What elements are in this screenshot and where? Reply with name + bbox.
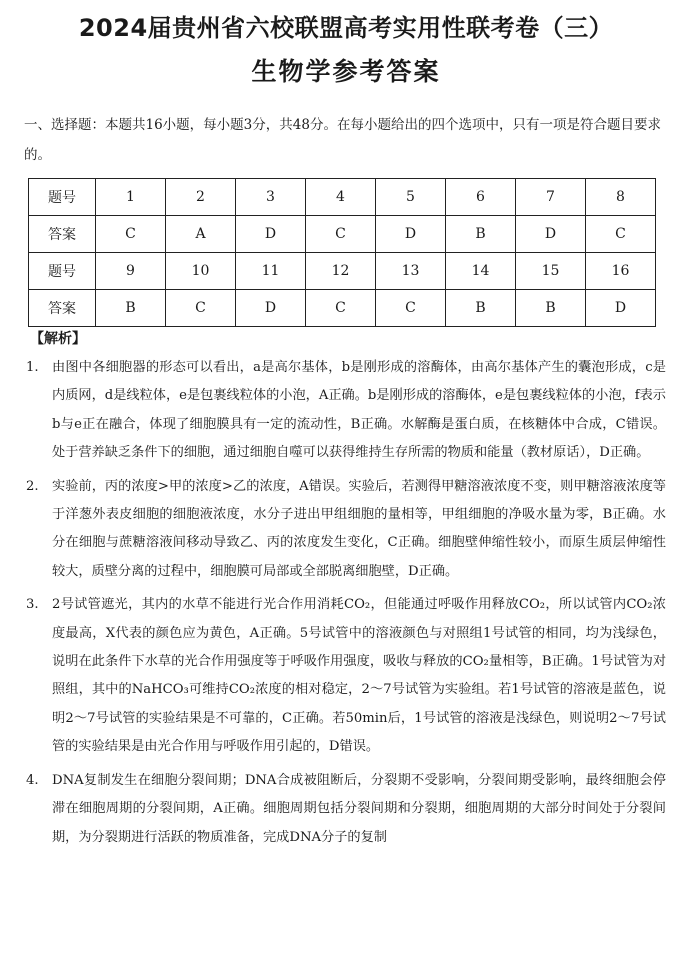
answer-cell: D: [376, 216, 446, 253]
item-text: 由图中各细胞器的形态可以看出，a是高尔基体，b是刚形成的溶酶体，由高尔基体产生的囊泡形成，c是内质网，d是线粒体，e是包裹线粒体的小泡，A正确。b是刚形成的溶酶体，e是包裹线粒体的小泡，f表示b与e正在融合，体现了细胞膜具有一定的流动性，B正确。水解酶是蛋白质，在核糖体中合成，C错误。处于营养缺乏条件下的细胞，通过细胞自噬可以获得维持生存所需的物质和能量（教材原话），D正确。: [52, 360, 666, 461]
analysis-item: [24, 354, 666, 468]
analysis-heading: 【解析】: [30, 331, 86, 347]
answer-cell: 16: [586, 253, 656, 290]
answer-table-row: [29, 216, 656, 253]
row-header-cell: 题号: [29, 179, 96, 216]
answer-cell: D: [236, 290, 306, 327]
answer-cell: 13: [376, 253, 446, 290]
answer-cell: C: [376, 290, 446, 327]
answer-cell: 8: [586, 179, 656, 216]
answer-cell: C: [96, 216, 166, 253]
answer-cell: 14: [446, 253, 516, 290]
answer-cell: 7: [516, 179, 586, 216]
item-number: 4.: [26, 772, 39, 788]
item-number: 3.: [26, 597, 39, 613]
answer-cell: 9: [96, 253, 166, 290]
answer-cell: C: [166, 290, 236, 327]
answer-cell: D: [516, 216, 586, 253]
answer-table-row: [29, 253, 656, 290]
row-header-cell: 题号: [29, 253, 96, 290]
answer-cell: 12: [306, 253, 376, 290]
item-number: 1.: [26, 360, 39, 375]
analysis-item: [24, 767, 666, 852]
analysis-item: [24, 591, 666, 761]
answer-cell: 10: [166, 253, 236, 290]
item-text: DNA复制发生在细胞分裂间期；DNA合成被阻断后，分裂期不受影响，分裂间期受影响，最终细胞会停滞在细胞周期的分裂间期，A正确。细胞周期包括分裂间期和分裂期，细胞周期的大部分时间处于分裂间期，为分裂期进行活跃的物质准备，完成DNA分子的复制: [52, 772, 666, 845]
answer-table: [28, 178, 656, 327]
answer-cell: 5: [376, 179, 446, 216]
item-number: 2.: [26, 478, 39, 494]
answer-cell: C: [586, 216, 656, 253]
exam-title: 2024届贵州省六校联盟高考实用性联考卷（三）: [78, 14, 614, 42]
answer-cell: 15: [516, 253, 586, 290]
answer-cell: C: [306, 290, 376, 327]
answer-cell: C: [306, 216, 376, 253]
answer-cell: D: [586, 290, 656, 327]
row-header-cell: 答案: [29, 290, 96, 327]
answer-table-row: [29, 290, 656, 327]
analysis-item: [24, 473, 666, 587]
answer-cell: 3: [236, 179, 306, 216]
answer-table-row: [29, 179, 656, 216]
row-header-cell: 答案: [29, 216, 96, 253]
answer-cell: 2: [166, 179, 236, 216]
answer-cell: 11: [236, 253, 306, 290]
answer-cell: B: [446, 216, 516, 253]
answer-cell: B: [516, 290, 586, 327]
answer-cell: D: [236, 216, 306, 253]
item-text: 实验前，丙的浓度>甲的浓度>乙的浓度，A错误。实验后，若测得甲糖溶液浓度不变，则甲糖溶液浓度等于洋葱外表皮细胞的细胞液浓度，水分子进出甲组细胞的量相等，甲组细胞的净吸水量为零，B正确。水分在细胞与蔗糖溶液间移动导致乙、丙的浓度发生变化，C正确。细胞壁伸缩性较小，而原生质层伸缩性较大，质壁分离的过程中，细胞膜可局部或全部脱离细胞壁，D正确。: [52, 478, 666, 579]
answer-cell: B: [446, 290, 516, 327]
section-instructions: 一、选择题：本题共16小题，每小题3分，共48分。在每小题给出的四个选项中，只有一项是符合题目要求的。: [24, 117, 661, 163]
item-text: 2号试管遮光，其内的水草不能进行光合作用消耗CO₂，但能通过呼吸作用释放CO₂，所以试管内CO₂浓度最高，X代表的颜色应为黄色，A正确。5号试管中的溶液颜色与对照组1号试管的相同，均为浅绿色，说明在此条件下水草的光合作用强度等于呼吸作用强度，吸收与释放的CO₂量相等，B正确。1号试管为对照组，其中的NaHCO₃可维持CO₂浓度的相对稳定，2～7号试管为实验组。若1号试管的溶液是蓝色，说明2～7号试管的实验结果是不可靠的，C正确。若50min后，1号试管的溶液是浅绿色，则说明2～7号试管的实验结果是由光合作用与呼吸作用引起的，D错误。: [52, 597, 666, 755]
answer-key-subtitle: 生物学参考答案: [251, 57, 441, 86]
answer-cell: 6: [446, 179, 516, 216]
answer-cell: A: [166, 216, 236, 253]
answer-cell: 4: [306, 179, 376, 216]
answer-cell: B: [96, 290, 166, 327]
answer-cell: 1: [96, 179, 166, 216]
analysis-list: [24, 354, 666, 857]
